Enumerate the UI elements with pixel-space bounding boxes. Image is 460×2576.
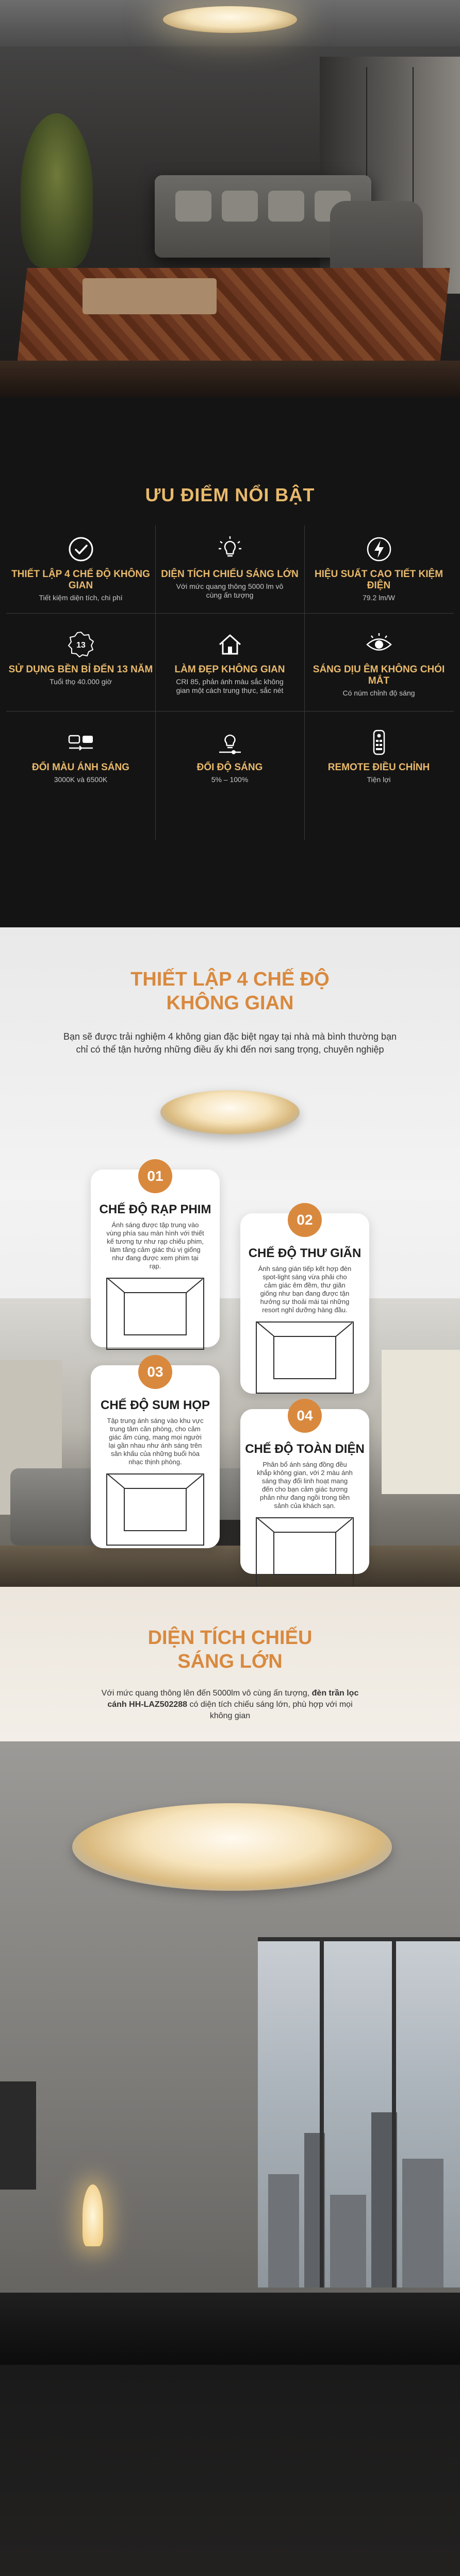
area-title-line2: SÁNG LỚN <box>177 1651 283 1672</box>
check-circle-icon <box>64 533 97 566</box>
advantage-subtitle: CRI 85, phản ánh màu sắc không gian một cách trung thực, sắc nét <box>176 677 284 694</box>
grid-divider <box>6 613 454 614</box>
ceiling-lamp-image <box>163 6 297 33</box>
mode-description: Ánh sáng gián tiếp kết hợp đèn spot-light sáng vừa phải cho cảm giác êm đềm, thư giãn giống như bạn đang được tận hưởng sự thoải mái tại những resort nghỉ dưỡng hàng đầu. <box>258 1265 352 1314</box>
advantage-subtitle: Tiết kiệm diện tích, chi phí <box>39 594 123 602</box>
advantage-item <box>304 719 453 796</box>
advantage-title: SỬ DỤNG BỀN BỈ ĐẾN 13 NĂM <box>8 664 153 675</box>
scene-city-window <box>258 1937 460 2287</box>
advantage-item <box>155 719 304 796</box>
sofa-cushion <box>222 191 258 222</box>
advantage-subtitle: 79.2 lm/W <box>362 594 395 602</box>
scene-floor <box>0 2293 460 2365</box>
modes-room-image <box>0 1298 460 1587</box>
hero-coffee-table <box>83 278 217 314</box>
area-desc-text: Với mức quang thông lên đến 5000lm vô cùng ấn tượng, <box>101 1689 312 1698</box>
advantages-grid <box>6 526 454 840</box>
advantage-subtitle: Tiện lợi <box>367 775 391 784</box>
advantage-title: REMOTE ĐIỀU CHỈNH <box>327 762 430 773</box>
lightning-icon <box>363 533 396 566</box>
advantage-item <box>304 621 453 698</box>
mode-number-badge: 04 <box>288 1399 322 1433</box>
room-diagram-icon <box>106 1278 204 1350</box>
advantage-subtitle: Tuổi thọ 40.000 giờ <box>50 677 112 686</box>
house-icon <box>213 628 247 661</box>
sofa-cushion <box>268 191 304 222</box>
dimmer-icon <box>213 726 247 759</box>
remote-icon <box>363 726 396 759</box>
advantage-item <box>155 621 304 698</box>
brightness-section <box>0 2365 460 2576</box>
eye-icon <box>363 628 396 661</box>
advantage-subtitle: 5% – 100% <box>211 775 249 784</box>
advantage-item <box>155 526 304 603</box>
room-diagram-icon <box>256 1321 354 1394</box>
space-modes-section <box>0 927 460 1587</box>
hero-floor <box>0 361 460 397</box>
mode-title: CHẾ ĐỘ TOÀN DIỆN <box>245 1442 365 1456</box>
area-desc-text: có diện tích chiếu sáng lớn, phù hợp với mọi không gian <box>187 1700 353 1720</box>
hero-banner <box>0 0 460 397</box>
advantage-title: SÁNG DỊU ÊM KHÔNG CHÓI MẮT <box>313 664 445 686</box>
area-desc-product: đèn trần lọc cánh HH-LAZ502288 <box>107 1689 359 1709</box>
scene-wall-panel <box>382 1350 460 1494</box>
advantages-title: ƯU ĐIỂM NỔI BẬT <box>145 484 315 505</box>
advantage-title: HIỆU SUẤT CAO TIẾT KIỆM ĐIỆN <box>314 569 443 591</box>
lighting-area-section <box>0 1587 460 2365</box>
advantages-section <box>0 397 460 927</box>
mode-number-badge: 02 <box>288 1203 322 1237</box>
mode-title: CHẾ ĐỘ SUM HỌP <box>100 1398 210 1412</box>
lamp-product-image <box>72 1803 392 1891</box>
mode-description: Ánh sáng được tập trung vào vùng phía sau màn hình với thiết kế tương tự như rạp chiếu phim, làm tăng cảm giác thú vị giống như đang được xem phim tại rạp. <box>106 1221 204 1270</box>
mode-card <box>91 1170 220 1347</box>
mode-description: Phân bổ ánh sáng đồng đều khắp không gian, với 2 màu ánh sáng thay đổi linh hoạt mang đến cho bạn cảm giác tương phản như đang ngồi trong tiền sảnh của khách sạn. <box>257 1461 353 1510</box>
room-diagram-icon <box>256 1517 354 1587</box>
advantage-title: ĐỔI MÀU ÁNH SÁNG <box>32 762 129 773</box>
lamp-product-image <box>160 1090 300 1134</box>
advantage-subtitle: Với mức quang thông 5000 lm vô cùng ấn tượng <box>176 582 284 599</box>
scene-floor <box>0 1546 460 1587</box>
mode-number-badge: 01 <box>138 1159 172 1193</box>
modes-title-line1: THIẾT LẬP 4 CHẾ ĐỘ <box>130 969 330 990</box>
advantage-item <box>304 526 453 603</box>
modes-title-line2: KHÔNG GIAN <box>166 992 294 1014</box>
scene-wall-art <box>0 2081 36 2190</box>
mode-number-badge: 03 <box>138 1355 172 1389</box>
color-temperature-icon <box>64 726 97 759</box>
sofa-cushion <box>175 191 211 222</box>
advantage-subtitle: Có núm chỉnh độ sáng <box>342 689 415 697</box>
scene-floor-lamp <box>83 2184 103 2246</box>
area-title-line1: DIỆN TÍCH CHIẾU <box>147 1627 313 1649</box>
advantage-title: ĐỔI ĐỘ SÁNG <box>196 762 263 773</box>
modes-description: Bạn sẽ được trải nghiệm 4 không gian đặc biệt ngay tại nhà mà bình thường bạn chỉ có thể tận hưởng những điều ấy khi đến nơi sang trọng, chuyên nghiệp <box>63 1031 397 1055</box>
advantage-item <box>6 526 155 603</box>
area-description <box>98 1688 362 1722</box>
mode-title: CHẾ ĐỘ RẠP PHIM <box>99 1202 211 1216</box>
bulb-rays-icon <box>213 533 247 566</box>
advantage-title: DIỆN TÍCH CHIẾU SÁNG LỚN <box>161 569 299 580</box>
advantage-item <box>6 621 155 698</box>
svg-text:13: 13 <box>76 641 86 650</box>
mode-description: Tập trung ánh sáng vào khu vực trung tâm căn phòng, cho cảm giác ấm cúng, mang mọi người lại gần nhau như ánh sáng trên sân khấu của những buổi hòa nhạc thịnh phòng. <box>107 1417 204 1466</box>
advantage-title: THIẾT LẬP 4 CHẾ ĐỘ KHÔNG GIAN <box>11 569 150 591</box>
mode-card <box>240 1213 369 1394</box>
mode-card <box>240 1409 369 1574</box>
room-diagram-icon <box>106 1473 204 1546</box>
advantage-subtitle: 3000K và 6500K <box>54 775 108 784</box>
mode-card <box>91 1365 220 1548</box>
badge-13-icon <box>64 628 97 661</box>
hero-plant <box>21 113 93 268</box>
advantage-title: LÀM ĐẸP KHÔNG GIAN <box>174 664 285 675</box>
advantage-item <box>6 719 155 796</box>
mode-title: CHẾ ĐỘ THƯ GIÃN <box>248 1246 362 1260</box>
